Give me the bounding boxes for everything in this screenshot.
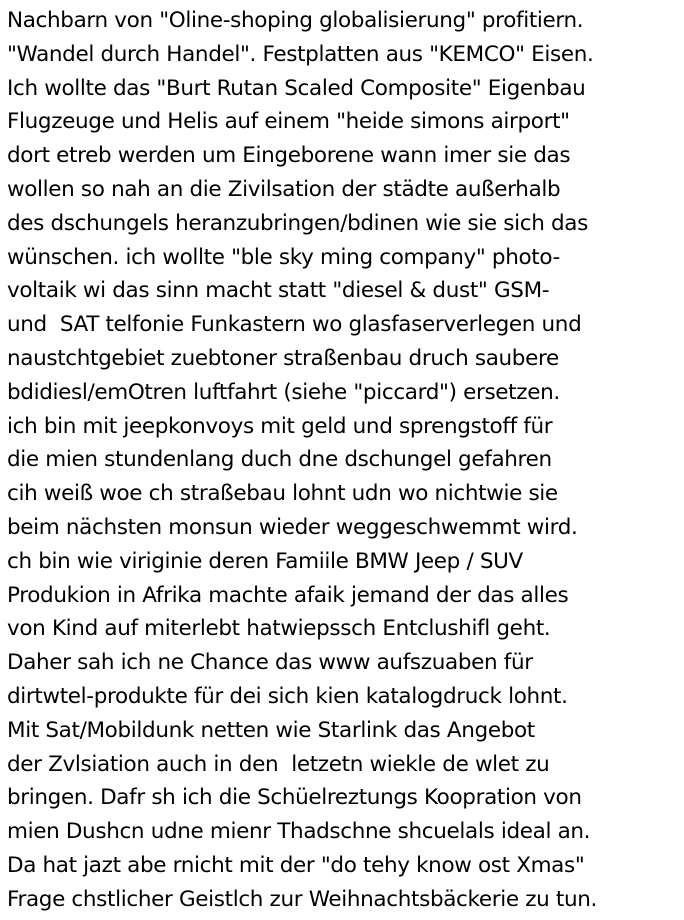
text-line: Nachbarn von "Oline-shoping globalisierung" profitiern. <box>7 8 584 33</box>
text-line: ch bin wie viriginie deren Famiile BMW Jeep / SUV <box>7 548 523 574</box>
text-line: mien Dushcn udne mienr Thadschne shcuelals ideal an. <box>7 819 591 845</box>
document-body <box>7 4 681 917</box>
text-line: wollen so nah an die Zivilsation der städte außerhalb <box>7 176 561 202</box>
text-line: Frage chstlicher Geistlch zur Weihnachtsbäckerie zu tun. <box>7 886 598 912</box>
text-line: von Kind auf miterlebt hatwiepssch Entclushifl geht. <box>7 616 551 642</box>
text-line: Flugzeuge und Helis auf einem "heide simons airport" <box>7 109 570 135</box>
text-line: dirtwtel-produkte für dei sich kien katalogdruck lohnt. <box>7 683 568 709</box>
text-line: voltaik wi das sinn macht statt "diesel & dust" GSM- <box>7 278 550 304</box>
text-line: beim nächsten monsun wieder weggeschwemmt wird. <box>7 514 578 540</box>
text-line: wünschen. ich wollte "ble sky ming company" photo- <box>7 244 560 270</box>
text-line: Ich wollte das "Burt Rutan Scaled Composite" Eigenbau <box>7 75 586 101</box>
text-line: und SAT telfonie Funkastern wo glasfaserverlegen und <box>7 312 582 338</box>
text-line: der Zvlsiation auch in den letzetn wiekle de wlet zu <box>7 751 550 777</box>
text-line: bdidiesl/emOtren luftfahrt (siehe "piccard") ersetzen. <box>7 379 560 405</box>
text-line: Daher sah ich ne Chance das www aufszuaben für <box>7 650 533 676</box>
text-line: bringen. Dafr sh ich die Schüelreztungs Koopration von <box>7 785 582 811</box>
text-line: naustchtgebiet zuebtoner straßenbau druch saubere <box>7 345 559 371</box>
text-line: des dschungels heranzubringen/bdinen wie sie sich das <box>7 210 588 236</box>
text-line: die mien stundenlang duch dne dschungel gefahren <box>7 447 552 473</box>
text-line: Da hat jazt abe rnicht mit der "do tehy know ost Xmas" <box>7 852 585 878</box>
text-line: cih weiß woe ch straßebau lohnt udn wo nichtwie sie <box>7 481 558 507</box>
text-line: "Wandel durch Handel". Festplatten aus "KEMCO" Eisen. <box>7 41 594 67</box>
text-line: Produkion in Afrika machte afaik jemand der das alles <box>7 582 569 608</box>
text-line: ich bin mit jeepkonvoys mit geld und sprengstoff für <box>7 413 553 439</box>
text-line: dort etreb werden um Eingeborene wann imer sie das <box>7 143 571 169</box>
text-line: Mit Sat/Mobildunk netten wie Starlink das Angebot <box>7 717 535 743</box>
